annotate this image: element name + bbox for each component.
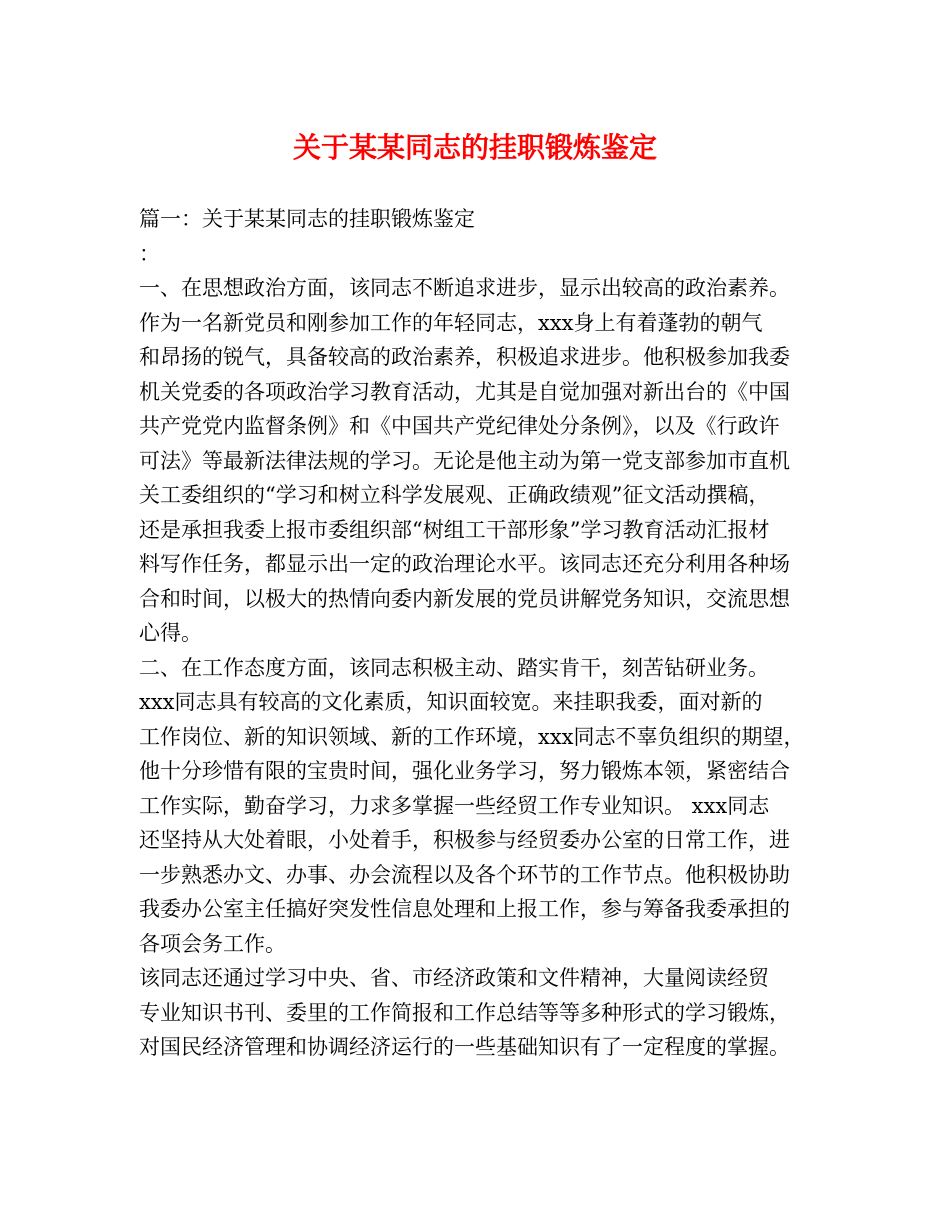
- body-line: 料写作任务，都显示出一定的政治理论水平。该同志还充分利用各种场: [139, 552, 790, 576]
- body-line: 心得。: [139, 621, 202, 645]
- body-line: 关工委组织的“学习和树立科学发展观、正确政绩观”征文活动撰稿，: [139, 483, 770, 507]
- document-body: [139, 202, 829, 1065]
- body-line: 一步熟悉办文、办事、办会流程以及各个环节的工作节点。他积极协助: [139, 862, 790, 887]
- body-line: ：: [139, 241, 160, 266]
- body-line: 专业知识书刊、委里的工作简报和工作总结等等多种形式的学习锻炼，: [139, 1000, 790, 1025]
- body-line: 机关党委的各项政治学习教育活动，尤其是自觉加强对新出台的《中国: [139, 379, 790, 404]
- body-line: 一、在思想政治方面，该同志不断追求进步，显示出较高的政治素养。: [139, 276, 790, 300]
- body-line: 该同志还通过学习中央、省、市经济政策和文件精神，大量阅读经贸: [139, 966, 769, 990]
- body-line: 他十分珍惜有限的宝贵时间，强化业务学习，努力锻炼本领，紧密结合: [139, 759, 790, 783]
- body-line: 对国民经济管理和协调经济运行的一些基础知识有了一定程度的掌握。: [139, 1035, 790, 1059]
- document-title: 关于某某同志的挂职锻炼鉴定: [292, 131, 657, 164]
- body-line: 共产党党内监督条例》和《中国共产党纪律处分条例》，以及《行政许: [139, 414, 780, 438]
- body-line: xxx同志具有较高的文化素质，知识面较宽。来挂职我委，面对新的: [139, 690, 763, 714]
- body-line: 和昂扬的锐气，具备较高的政治素养，积极追求进步。他积极参加我委: [139, 345, 790, 369]
- body-line: 二、在工作态度方面，该同志积极主动、踏实肯干，刻苦钻研业务。: [139, 655, 769, 680]
- body-line: 篇一：关于某某同志的挂职锻炼鉴定: [139, 207, 475, 231]
- body-line: 各项会务工作。: [139, 931, 286, 956]
- body-line: 工作岗位、新的知识领域、新的工作环境，xxx同志不辜负组织的期望，: [139, 724, 805, 749]
- body-line: 合和时间，以极大的热情向委内新发展的党员讲解党务知识，交流思想: [139, 586, 790, 611]
- body-line: 作为一名新党员和刚参加工作的年轻同志，xxx身上有着蓬勃的朝气: [139, 310, 763, 335]
- body-line: 工作实际，勤奋学习，力求多掌握一些经贸工作专业知识。 xxx同志: [139, 793, 770, 818]
- body-line: 还是承担我委上报市委组织部“树组工干部形象”学习教育活动汇报材: [139, 517, 770, 542]
- body-line: 我委办公室主任搞好突发性信息处理和上报工作，参与筹备我委承担的: [139, 897, 790, 921]
- body-line: 可法》等最新法律法规的学习。无论是他主动为第一党支部参加市直机: [139, 448, 790, 473]
- body-line: 还坚持从大处着眼，小处着手，积极参与经贸委办公室的日常工作，进: [139, 828, 790, 852]
